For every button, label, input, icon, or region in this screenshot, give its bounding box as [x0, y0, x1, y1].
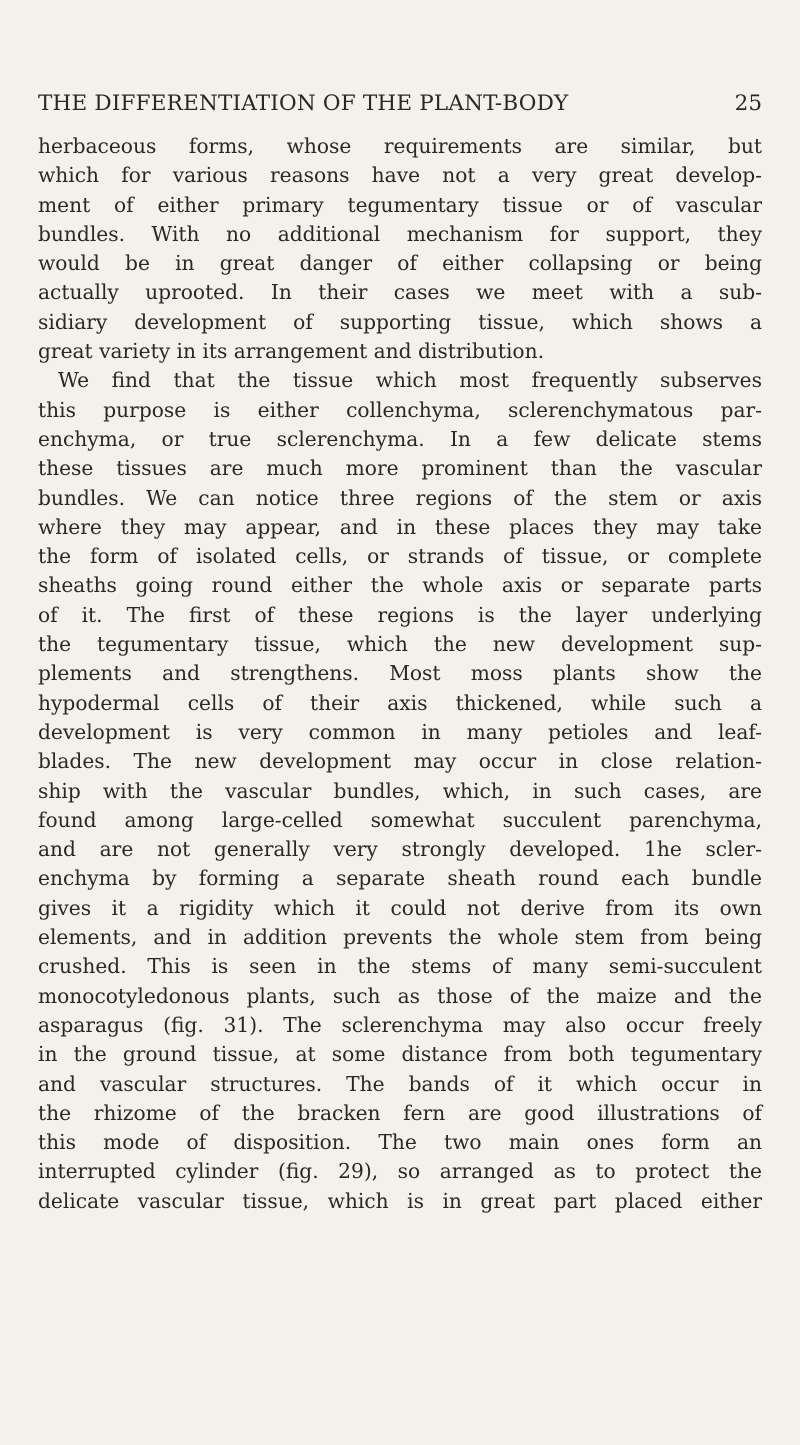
body-text [38, 132, 762, 1216]
text-line: development is very common in many petioles and leaf- [38, 719, 762, 744]
running-title: THE DIFFERENTIATION OF THE PLANT-BODY [38, 91, 569, 116]
text-line: ment of either primary tegumentary tissue or of vascular [38, 192, 762, 217]
text-line: sidiary development of supporting tissue, which shows a [38, 309, 762, 334]
text-line: elements, and in addition prevents the whole stem from being [38, 925, 762, 950]
text-line: great variety in its arrangement and distribution. [38, 339, 544, 364]
text-line: this mode of disposition. The two main ones form an [38, 1130, 762, 1155]
text-line: and are not generally very strongly developed. 1he scler- [38, 837, 762, 862]
text-line: plements and strengthens. Most moss plants show the [38, 661, 762, 686]
text-line: of it. The first of these regions is the layer underlying [38, 602, 762, 627]
text-line: delicate vascular tissue, which is in great part placed either [38, 1188, 762, 1213]
text-line: in the ground tissue, at some distance from both tegumentary [38, 1042, 762, 1067]
text-line: We find that the tissue which most frequently subserves [58, 368, 762, 393]
text-line: actually uprooted. In their cases we meet with a sub- [38, 280, 762, 305]
text-line: which for various reasons have not a very great develop- [38, 163, 762, 188]
text-line: asparagus (fig. 31). The sclerenchyma may also occur freely [38, 1012, 762, 1037]
text-line: monocotyledonous plants, such as those of the maize and the [38, 983, 762, 1008]
text-line: gives it a rigidity which it could not derive from its own [38, 895, 762, 920]
text-line: found among large-celled somewhat succulent parenchyma, [38, 807, 762, 832]
text-line: sheaths going round either the whole axis or separate parts [38, 573, 762, 598]
text-line: enchyma, or true sclerenchyma. In a few delicate stems [38, 426, 762, 451]
text-line: these tissues are much more prominent than the vascular [38, 456, 762, 481]
text-line: hypodermal cells of their axis thickened, while such a [38, 690, 762, 715]
running-header [38, 91, 762, 123]
text-line: would be in great danger of either collapsing or being [38, 251, 762, 276]
text-line: interrupted cylinder (fig. 29), so arranged as to protect the [38, 1159, 762, 1184]
text-line: ship with the vascular bundles, which, in such cases, are [38, 778, 762, 803]
text-line: bundles. We can notice three regions of the stem or axis [38, 485, 762, 510]
text-line: the rhizome of the bracken fern are good illustrations of [38, 1100, 762, 1125]
text-line: this purpose is either collenchyma, sclerenchymatous par- [38, 397, 762, 422]
text-line: herbaceous forms, whose requirements are similar, but [38, 134, 762, 158]
text-line: bundles. With no additional mechanism for support, they [38, 221, 762, 246]
page-number: 25 [734, 91, 762, 116]
text-line: enchyma by forming a separate sheath round each bundle [38, 866, 762, 891]
text-line: and vascular structures. The bands of it which occur in [38, 1071, 762, 1096]
text-line: where they may appear, and in these places they may take [38, 514, 762, 539]
text-line: the tegumentary tissue, which the new development sup- [38, 632, 762, 657]
text-line: blades. The new development may occur in close relation- [38, 749, 762, 774]
text-line: crushed. This is seen in the stems of many semi-succulent [38, 954, 762, 979]
text-line: the form of isolated cells, or strands of tissue, or complete [38, 544, 762, 569]
